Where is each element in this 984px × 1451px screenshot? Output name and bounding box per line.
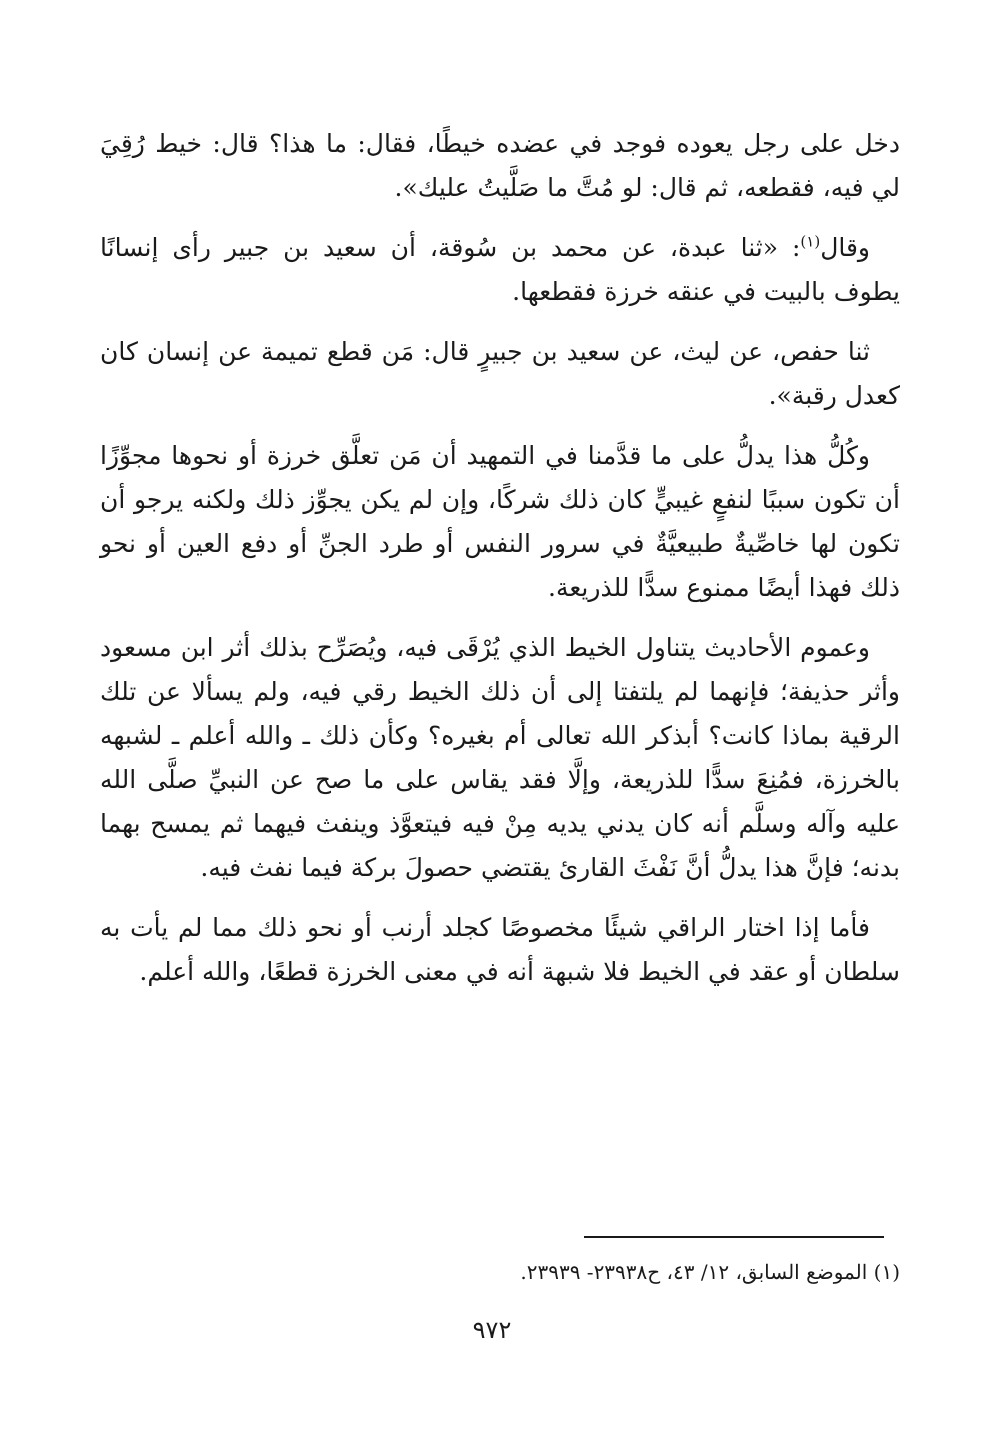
footnote-marker[interactable]: (١) — [800, 232, 821, 251]
paragraph-2-body: عبدة، عن محمد بن سُوقة، أن سعيد بن جبير رأى إنسانًا يطوف بالبيت في عنقه خرزة فقطعها. — [100, 233, 900, 306]
footnote: (١) الموضع السابق، ١٢/ ٤٣، ح٢٣٩٣٨- ٢٣٩٣٩. — [520, 1260, 900, 1284]
paragraph-2-colon: : «ثنا — [740, 233, 801, 262]
paragraph-5: وعموم الأحاديث يتناول الخيط الذي يُرْقَى فيه، ويُصَرِّح بذلك أثر ابن مسعود وأثر حذيفة؛ فإنهما لم يلتفتا إلى أن ذلك الخيط رقي فيه، ولم يسألا عن تلك الرقية بماذا كانت؟ أبذكر الله تعالى أم بغيره؟ وكأن ذلك ـ والله أعلم ـ لشبهه بالخرزة، فمُنِعَ سدًّا للذريعة، وإلَّا فقد يقاس على ما صح عن النبيِّ صلَّى الله عليه وآله وسلَّم أنه كان يدني يديه مِنْ فيه فيتعوَّذ وينفث فيهما ثم يمسح بهما بدنه؛ فإنَّ هذا يدلُّ أنَّ نَفْثَ القارئ يقتضي حصولَ بركة فيما نفث فيه. — [100, 633, 900, 882]
paragraph-1: دخل على رجل يعوده فوجد في عضده خيطًا، فقال: ما هذا؟ قال: خيط رُقِيَ لي فيه، فقطعه، ثم قال: لو مُتَّ ما صَلَّيتُ عليك». — [100, 129, 900, 202]
paragraph-3: ثنا حفص، عن ليث، عن سعيد بن جبيرٍ قال: مَن قطع تميمة عن إنسان كان كعدل رقبة». — [100, 337, 900, 410]
paragraph-6: فأما إذا اختار الراقي شيئًا مخصوصًا كجلد أرنب أو نحو ذلك مما لم يأت به سلطان أو عقد في الخيط فلا شبهة أنه في معنى الخرزة قطعًا، والله أعلم. — [100, 913, 900, 986]
paragraph-4: وكُلُّ هذا يدلُّ على ما قدَّمنا في التمهيد أن مَن تعلَّق خرزة أو نحوها مجوِّزًا أن تكون سببًا لنفعٍ غيبيٍّ كان ذلك شركًا، وإن لم يكن يجوِّز ذلك ولكنه يرجو أن تكون لها خاصِّيةٌ طبيعيَّةٌ في سرور النفس أو طرد الجنِّ أو دفع العين أو نحو ذلك فهذا أيضًا ممنوع سدًّا للذريعة. — [100, 441, 900, 602]
footnote-divider — [584, 1236, 884, 1238]
page-number: ٩٧٢ — [472, 1316, 512, 1344]
paragraph-2 — [100, 226, 900, 314]
main-text — [100, 122, 900, 1010]
paragraph-2-lead: وقال — [820, 233, 870, 262]
